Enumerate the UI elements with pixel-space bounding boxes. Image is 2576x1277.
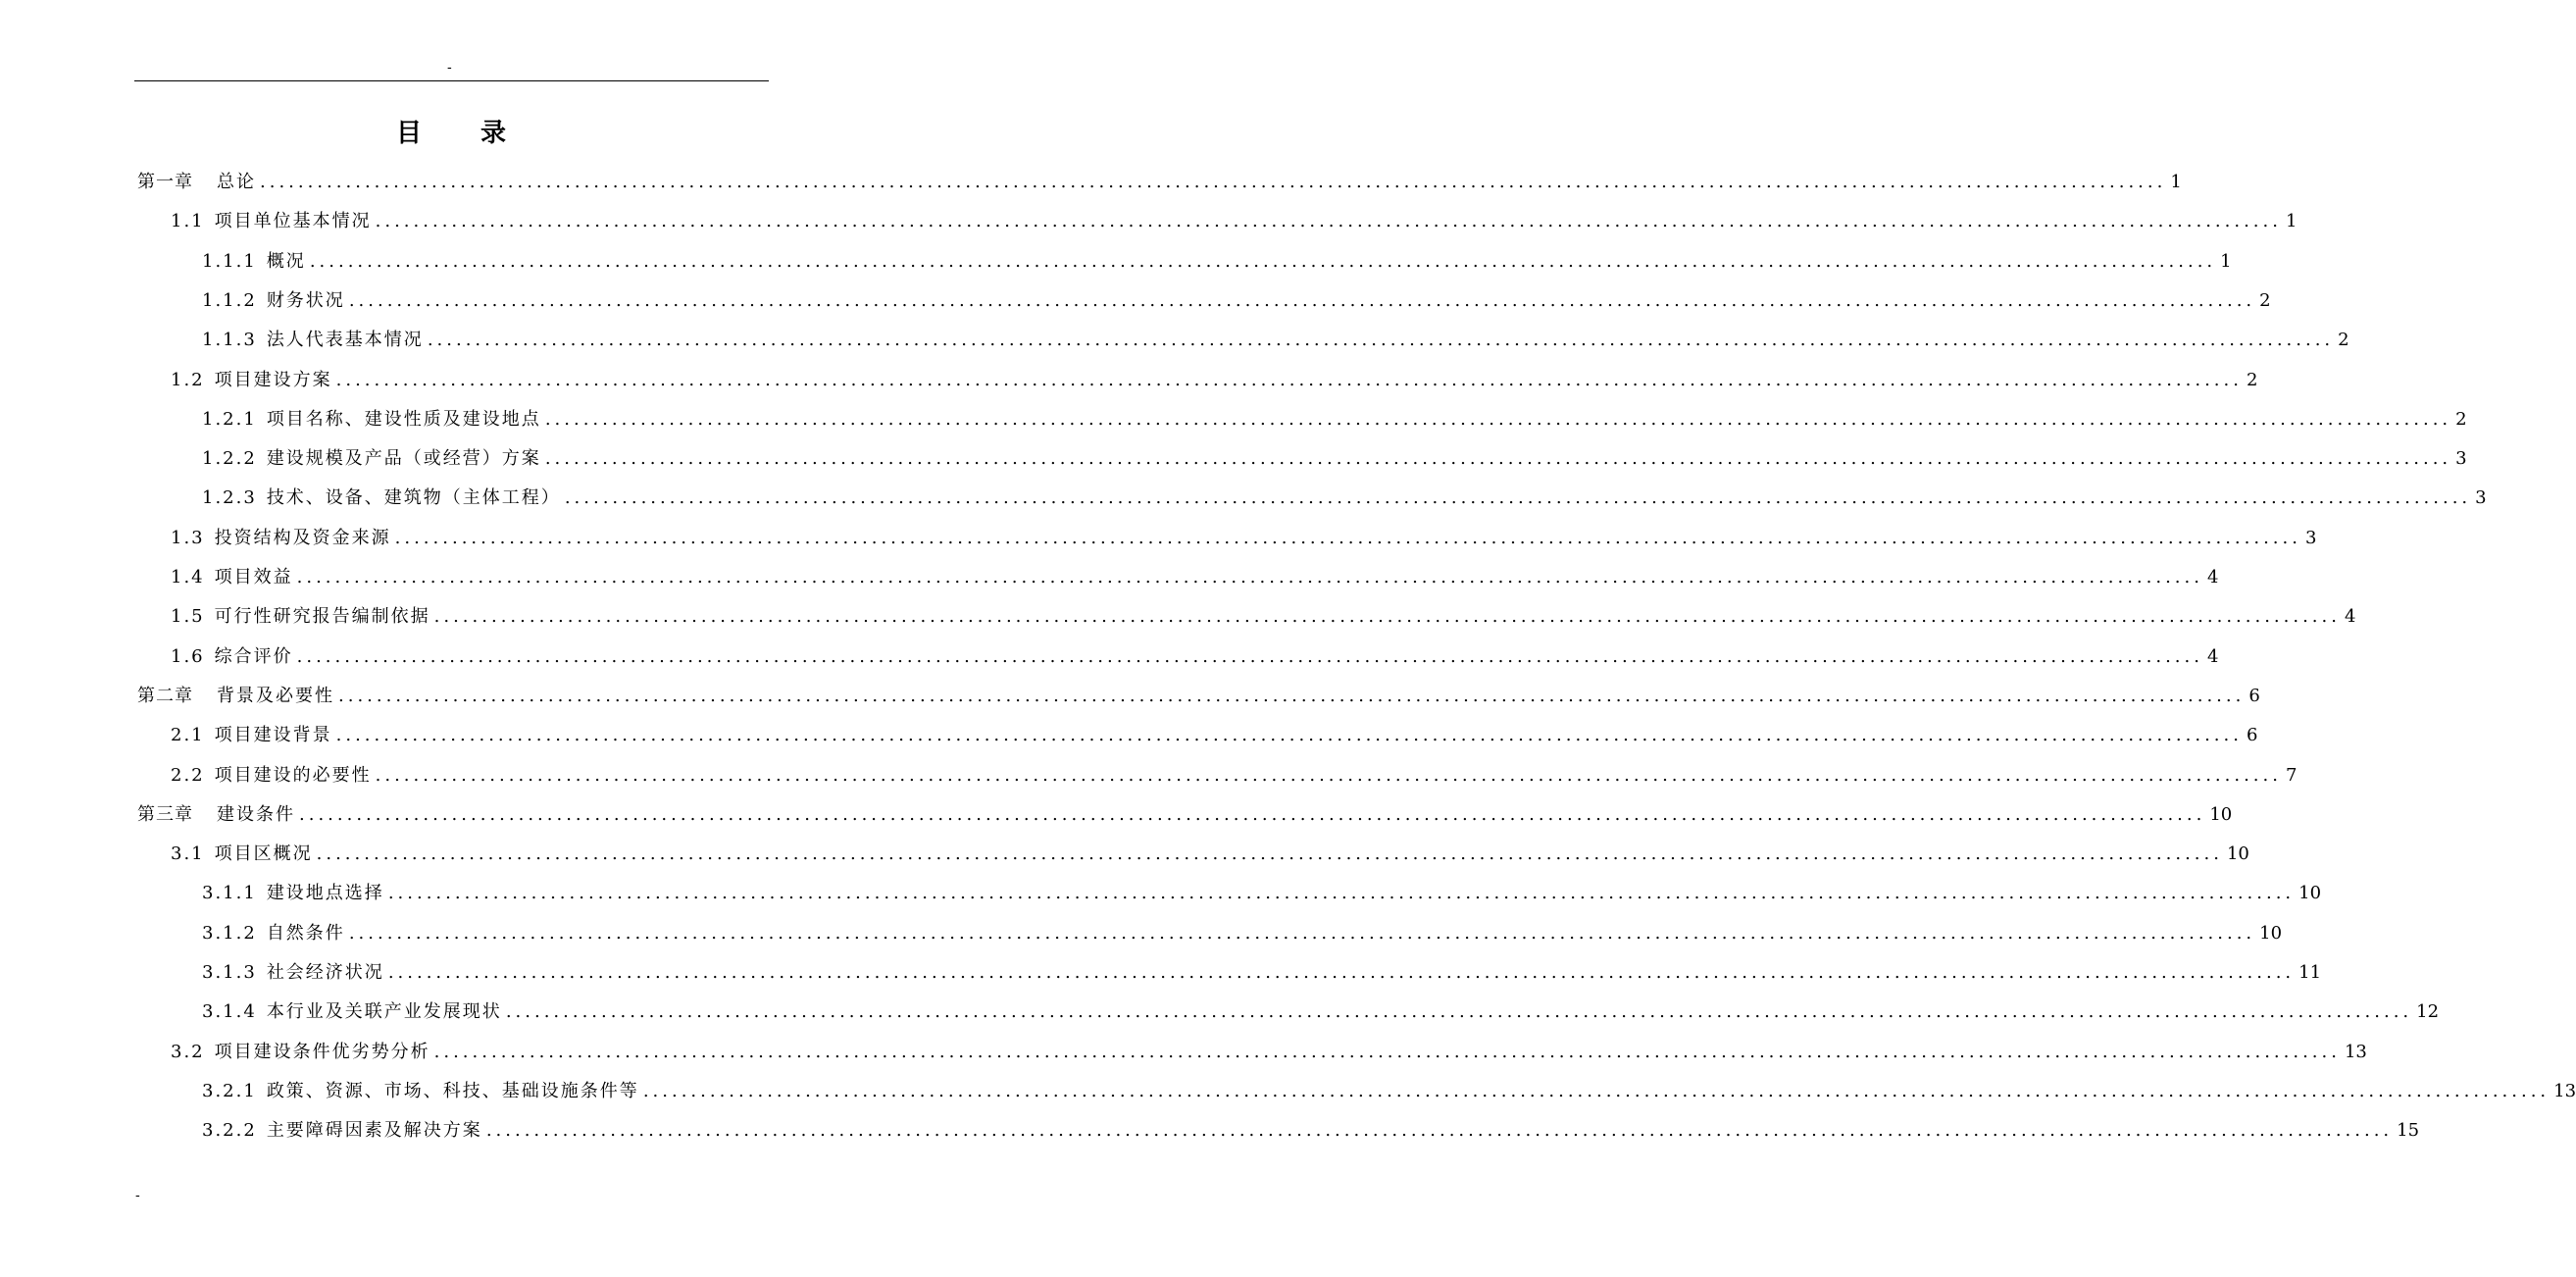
toc-entry-title: 背景及必要性 [217, 685, 334, 706]
toc-entry-page-number: 11 [2298, 962, 2322, 983]
toc-entry-number: 第一章 [137, 172, 193, 192]
toc-entry[interactable] [137, 677, 2260, 716]
toc-entry-page-number: 10 [2298, 883, 2322, 904]
toc-dot-leader: ........................................................................................................................................................................................................ [348, 289, 2256, 311]
toc-dot-leader: ........................................................................................................................................................................................................ [335, 369, 2243, 390]
toc-entry-number: 1.2.2 [202, 448, 257, 470]
toc-entry[interactable] [202, 439, 2467, 479]
toc-entry-page-number: 3 [2304, 527, 2317, 548]
toc-entry[interactable] [202, 242, 2232, 281]
toc-entry[interactable] [171, 1033, 2367, 1072]
toc-entry[interactable] [202, 281, 2271, 321]
toc-entry[interactable] [171, 638, 2219, 677]
toc-entry-number: 3.2.1 [202, 1080, 257, 1101]
toc-entry-page-number: 2 [2338, 330, 2349, 351]
toc-dot-leader: ........................................................................................................................................................................................................ [544, 408, 2452, 430]
toc-entry-title: 投资结构及资金来源 [214, 527, 391, 548]
toc-entry[interactable] [202, 953, 2322, 993]
toc-entry[interactable] [137, 795, 2233, 835]
toc-entry-page-number: 13 [2553, 1080, 2576, 1101]
toc-entry[interactable] [171, 519, 2317, 558]
toc-entry-number: 第三章 [137, 803, 193, 825]
toc-entry-page-number: 13 [2344, 1041, 2367, 1062]
toc-dot-leader: ........................................................................................................................................................................................................ [309, 250, 2217, 272]
toc-entry-number: 第二章 [137, 685, 193, 706]
toc-entry[interactable] [171, 716, 2258, 755]
toc-entry-title: 项目单位基本情况 [214, 211, 372, 232]
toc-dot-leader: ........................................................................................................................................................................................................ [375, 764, 2282, 786]
toc-entry-page-number: 1 [2285, 211, 2298, 232]
toc-entry[interactable] [171, 361, 2258, 400]
toc-entry-page-number: 12 [2416, 1001, 2440, 1023]
toc-entry-page-number: 2 [2246, 369, 2258, 390]
toc-entry-number: 1.1.1 [202, 250, 257, 272]
toc-entry-number: 1.6 [171, 645, 205, 667]
toc-entry-page-number: 10 [2259, 922, 2283, 944]
toc-entry[interactable] [137, 163, 2182, 202]
toc-entry-title: 本行业及关联产业发展现状 [266, 1001, 502, 1023]
toc-entry-page-number: 1 [2170, 172, 2182, 192]
toc-entry-title: 技术、设备、建筑物（主体工程） [266, 487, 561, 509]
toc-entry-title: 项目名称、建设性质及建设地点 [266, 408, 541, 430]
toc-entry[interactable] [202, 874, 2322, 913]
toc-dot-leader: ........................................................................................................................................................................................................ [375, 211, 2282, 232]
toc-entry[interactable] [171, 558, 2219, 597]
toc-entry-page-number: 4 [2206, 567, 2219, 587]
toc-dot-leader: ........................................................................................................................................................................................................ [394, 527, 2301, 548]
toc-entry-page-number: 3 [2475, 487, 2487, 509]
toc-dot-leader: ........................................................................................................................................................................................................ [296, 645, 2203, 667]
toc-entry-title: 社会经济状况 [266, 962, 384, 983]
toc-dot-leader: ........................................................................................................................................................................................................ [433, 606, 2341, 628]
toc-entry-number: 3.1.1 [202, 883, 257, 904]
toc-entry[interactable] [171, 835, 2249, 874]
toc-entry[interactable] [202, 1111, 2420, 1150]
toc-entry-number: 3.1.3 [202, 962, 257, 983]
toc-entry-title: 项目建设的必要性 [214, 764, 372, 786]
toc-entry-page-number: 4 [2344, 606, 2356, 628]
toc-entry-number: 3.1.4 [202, 1001, 257, 1023]
toc-dot-leader: ........................................................................................................................................................................................................ [642, 1080, 2551, 1101]
toc-entry-page-number: 6 [2246, 725, 2258, 746]
toc-dot-leader: ........................................................................................................................................................................................................ [485, 1120, 2394, 1142]
toc-entry-page-number: 2 [2455, 408, 2467, 430]
toc-entry[interactable] [202, 1072, 2576, 1111]
page-header-mark: - [447, 60, 452, 76]
toc-entry-number: 1.4 [171, 567, 205, 587]
toc-entry[interactable] [171, 756, 2298, 795]
toc-entry[interactable] [202, 479, 2487, 518]
toc-entry-title: 项目区概况 [214, 843, 313, 865]
toc-entry[interactable] [202, 321, 2349, 360]
toc-entry-page-number: 15 [2397, 1120, 2420, 1142]
toc-entry-title: 可行性研究报告编制依据 [214, 606, 430, 628]
toc-entry-page-number: 7 [2285, 764, 2298, 786]
toc-dot-leader: ........................................................................................................................................................................................................ [427, 330, 2335, 351]
toc-entry-number: 1.1 [171, 211, 205, 232]
toc-entry-page-number: 10 [2209, 803, 2233, 825]
toc-dot-leader: ........................................................................................................................................................................................................ [316, 843, 2223, 865]
toc-dot-leader: ........................................................................................................................................................................................................ [544, 448, 2452, 470]
header-divider [134, 80, 769, 81]
toc-entry-page-number: 4 [2206, 645, 2219, 667]
toc-entry-title: 建设规模及产品（或经营）方案 [266, 448, 541, 470]
toc-entry-title: 项目建设方案 [214, 369, 332, 390]
toc-entry-title: 项目效益 [214, 567, 293, 587]
toc-dot-leader: ........................................................................................................................................................................................................ [348, 922, 2256, 944]
toc-dot-leader: ........................................................................................................................................................................................................ [433, 1041, 2341, 1062]
toc-entry-number: 3.2 [171, 1041, 205, 1062]
toc-entry[interactable] [171, 597, 2356, 637]
toc-entry-page-number: 10 [2226, 843, 2249, 865]
toc-entry-number: 2.1 [171, 725, 205, 746]
toc-dot-leader: ........................................................................................................................................................................................................ [564, 487, 2472, 509]
toc-entry-page-number: 3 [2455, 448, 2467, 470]
toc-entry-number: 3.1 [171, 843, 205, 865]
toc-entry-title: 建设条件 [217, 803, 295, 825]
toc-entry-number: 2.2 [171, 764, 205, 786]
toc-dot-leader: ........................................................................................................................................................................................................ [335, 725, 2243, 746]
toc-entry-title: 主要障碍因素及解决方案 [266, 1120, 482, 1142]
toc-dot-leader: ........................................................................................................................................................................................................ [296, 567, 2203, 587]
toc-entry-number: 1.2 [171, 369, 205, 390]
toc-dot-leader: ........................................................................................................................................................................................................ [387, 883, 2296, 904]
toc-entry-title: 建设地点选择 [266, 883, 384, 904]
toc-entry-title: 项目建设条件优劣势分析 [214, 1041, 430, 1062]
toc-entry-number: 1.1.3 [202, 330, 257, 351]
toc-entry[interactable] [202, 400, 2467, 439]
toc-dot-leader: ........................................................................................................................................................................................................ [260, 172, 2167, 192]
toc-entry-title: 自然条件 [266, 922, 345, 944]
toc-dot-leader: ........................................................................................................................................................................................................ [505, 1001, 2413, 1023]
toc-entry-number: 3.1.2 [202, 922, 257, 944]
toc-entry-number: 3.2.2 [202, 1120, 257, 1142]
toc-entry-page-number: 1 [2220, 250, 2232, 272]
toc-entry-page-number: 2 [2259, 289, 2271, 311]
toc-entry[interactable] [202, 914, 2283, 953]
toc-entry-title: 政策、资源、市场、科技、基础设施条件等 [266, 1080, 639, 1101]
toc-entry-page-number: 6 [2248, 685, 2260, 706]
toc-entry-title: 财务状况 [266, 289, 345, 311]
toc-dot-leader: ........................................................................................................................................................................................................ [299, 803, 2206, 825]
toc-dot-leader: ........................................................................................................................................................................................................ [338, 685, 2246, 706]
toc-entry-title: 综合评价 [214, 645, 293, 667]
toc-entry-number: 1.1.2 [202, 289, 257, 311]
toc-entry-number: 1.5 [171, 606, 205, 628]
page-footer-mark: - [135, 1188, 140, 1203]
toc-entry-title: 法人代表基本情况 [266, 330, 424, 351]
toc-entry[interactable] [171, 202, 2298, 241]
toc-entry-number: 1.2.1 [202, 408, 257, 430]
toc-entry-title: 项目建设背景 [214, 725, 332, 746]
toc-entry[interactable] [202, 993, 2440, 1032]
toc-entry-number: 1.2.3 [202, 487, 257, 509]
toc-entry-number: 1.3 [171, 527, 205, 548]
toc-entry-title: 总论 [217, 172, 256, 192]
toc-entry-title: 概况 [266, 250, 306, 272]
toc-title: 目录 [395, 119, 565, 148]
toc-dot-leader: ........................................................................................................................................................................................................ [387, 962, 2296, 983]
